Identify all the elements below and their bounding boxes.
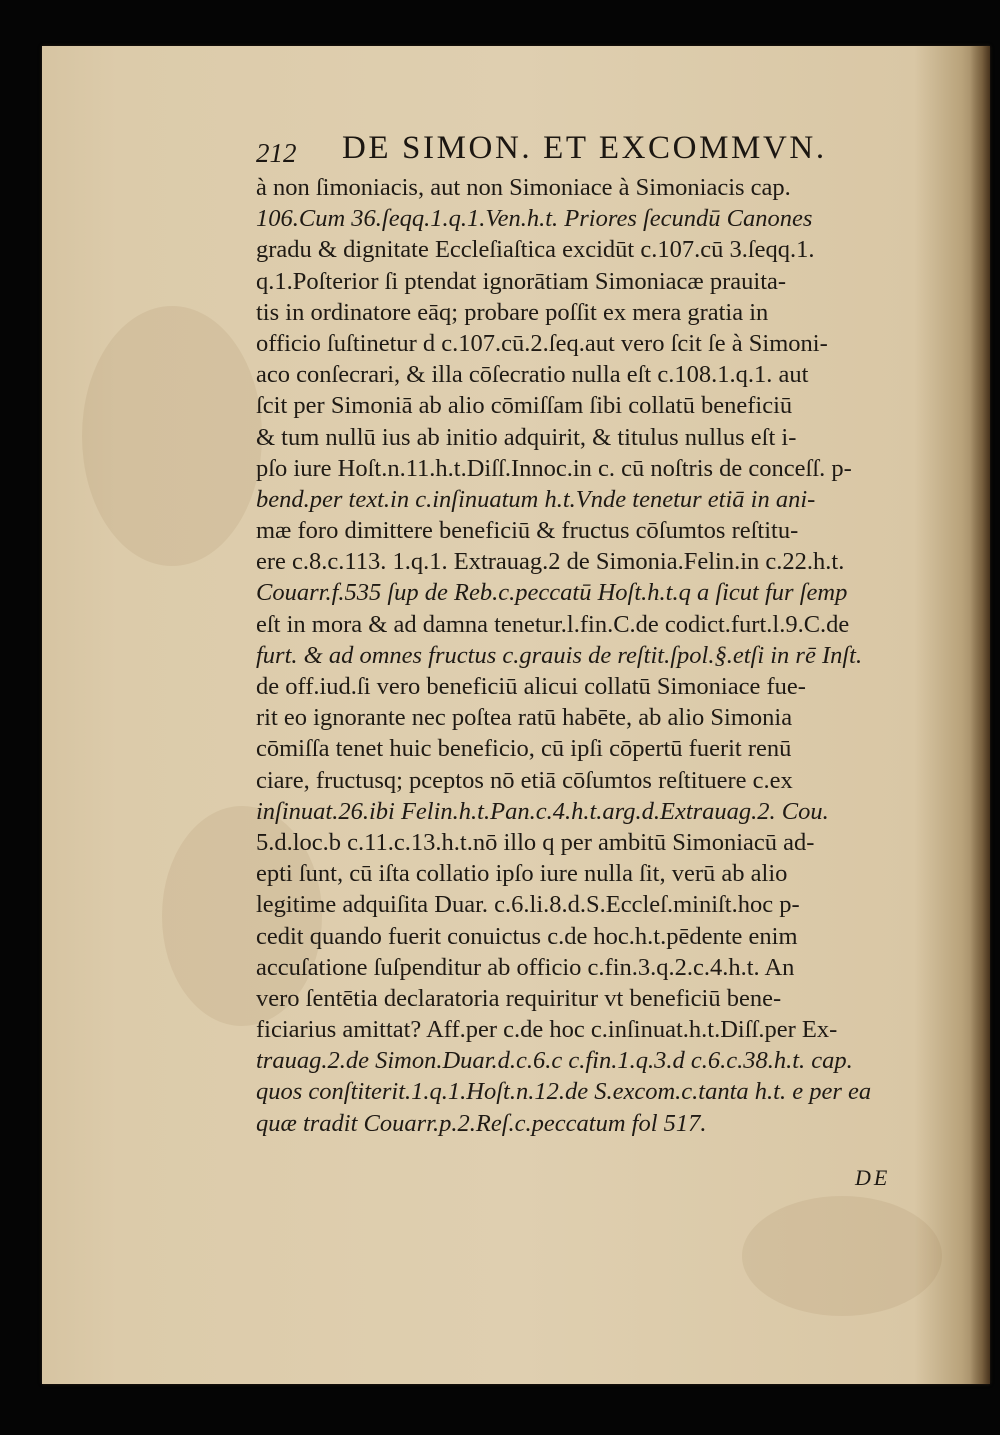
text-line: legitime adquiſita Duar. c.6.li.8.d.S.Eccleſ.miniſt.hoc p- [256,891,800,919]
text-line: & tum nullū ius ab initio adquirit, & titulus nullus eſt i- [256,423,797,451]
text-line: 106.Cum 36.ſeqq.1.q.1.Ven.h.t. Priores ſecundū Canones [256,205,813,233]
text-line: quæ tradit Couarr.p.2.Reſ.c.peccatum fol 517. [256,1109,707,1137]
text-line: epti ſunt, cū iſta collatio ipſo iure nulla ſit, verū ab alio [256,860,788,888]
catchword: DE [855,1165,891,1190]
text-line: ere c.8.c.113. 1.q.1. Extrauag.2 de Simonia.Felin.in c.22.h.t. [256,548,845,576]
text-line: de off.iud.ſi vero beneficiū alicui collatū Simoniace fue- [256,673,806,700]
text-line: tis in ordinatore eāq; probare poſſit ex mera gratia in [256,298,769,326]
running-head [256,130,856,170]
text-line: pſo iure Hoſt.n.11.h.t.Diſſ.Innoc.in c. cū noſtris de conceſſ. p- [256,454,852,482]
text-line: rit eo ignorante nec poſtea ratū habēte, ab alio Simonia [256,704,793,732]
text-line: à non ſimoniacis, aut non Simoniace à Simoniacis cap. [256,174,791,201]
text-line: 5.d.loc.b c.11.c.13.h.t.nō illo q per ambitū Simoniacū ad- [256,828,815,856]
page-number: 212 [256,138,297,168]
text-line: aco conſecrari, & illa cōſecratio nulla eſt c.108.1.q.1. aut [256,361,809,389]
text-line: trauag.2.de Simon.Duar.d.c.6.c c.fin.1.q.3.d c.6.c.38.h.t. cap. [256,1047,853,1075]
text-line: cōmiſſa tenet huic beneficio, cū ipſi cōpertū fuerit renū [256,735,792,763]
text-line: furt. & ad omnes fructus c.grauis de reſtit.ſpol.§.etſi in rē Inſt. [256,641,863,669]
text-line: ficiarius amittat? Aff.per c.de hoc c.inſinuat.h.t.Diſſ.per Ex- [256,1016,838,1044]
text-line: officio ſuſtinetur d c.107.cū.2.ſeq.aut vero ſcit ſe à Simoni- [256,329,828,357]
text-line: ciare, fructusq; pceptos nō etiā cōſumtos reſtituere c.ex [256,766,793,794]
text-line: Couarr.f.535 ſup de Reb.c.peccatū Hoſt.h.t.q a ſicut fur ſemp [256,579,848,607]
body-text [256,172,904,1139]
text-line: cedit quando fuerit conuictus c.de hoc.h.t.pēdente enim [256,922,798,950]
paper-stain [742,1196,942,1316]
text-line: quos conſtiterit.1.q.1.Hoſt.n.12.de S.excom.c.tanta h.t. e per ea [256,1078,872,1106]
text-line: eſt in mora & ad damna tenetur.l.fin.C.de codict.furt.l.9.C.de [256,610,850,638]
text-line: gradu & dignitate Eccleſiaſtica excidūt c.107.cū 3.ſeqq.1. [256,236,815,264]
text-line: inſinuat.26.ibi Felin.h.t.Pan.c.4.h.t.arg.d.Extrauag.2. Cou. [256,797,829,825]
text-line: q.1.Poſterior ſi ptendat ignorātiam Simoniacæ prauita- [256,267,787,295]
text-line: bend.per text.in c.inſinuatum h.t.Vnde tenetur etiā in ani- [256,485,816,513]
running-title: DE SIMON. ET EXCOMMVN. [342,130,827,166]
text-line: accuſatione ſuſpenditur ab officio c.fin.3.q.2.c.4.h.t. An [256,953,795,981]
text-line: vero ſentētia declaratoria requiritur vt beneficiū bene- [256,984,782,1012]
text-line: ſcit per Simoniā ab alio cōmiſſam ſibi collatū beneficiū [256,392,793,420]
paper-stain [82,306,262,566]
page-gutter-edge [970,46,990,1384]
text-line: mæ foro dimittere beneficiū & fructus cōſumtos reſtitu- [256,517,799,545]
